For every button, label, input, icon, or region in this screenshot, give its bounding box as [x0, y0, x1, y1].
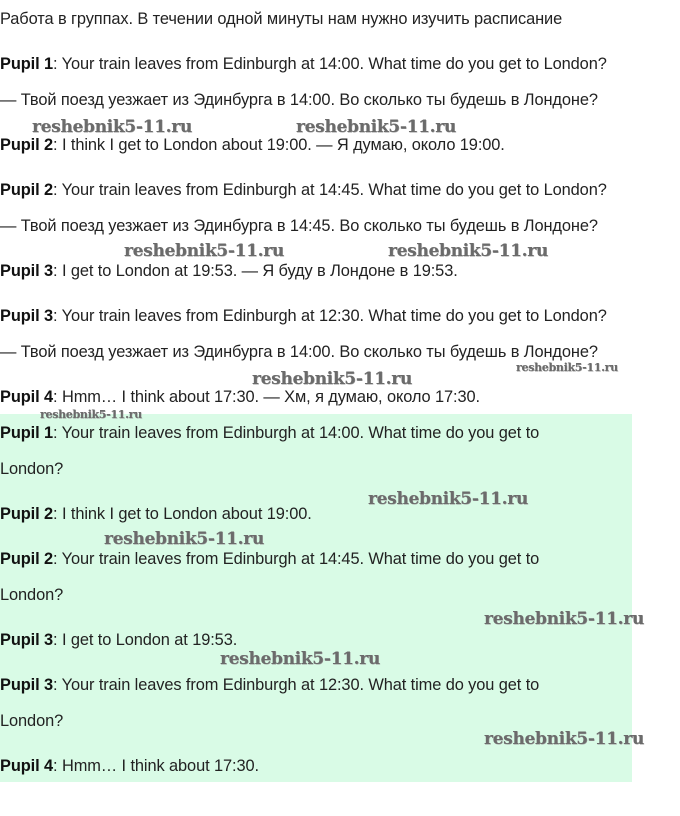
- answer-line-9: [0, 756, 259, 776]
- answer-highlight-box: [0, 414, 632, 782]
- speaker-label: Pupil 1: [0, 424, 54, 442]
- dialogue-text: : Your train leaves from Edinburgh at 14:00. What time do you get to: [53, 424, 540, 442]
- watermark: reshebnik5-11.ru: [484, 609, 644, 629]
- speaker-label: Pupil 2: [0, 505, 54, 523]
- dialogue-line-6: [0, 261, 458, 281]
- watermark: reshebnik5-11.ru: [32, 117, 192, 137]
- speaker-label: Pupil 3: [0, 676, 54, 694]
- answer-line-6: [0, 630, 237, 650]
- dialogue-line-8: [0, 342, 598, 362]
- dialogue-text: London?: [0, 460, 64, 478]
- answer-line-5: [0, 585, 63, 605]
- speaker-label: Pupil 2: [0, 550, 54, 568]
- watermark: reshebnik5-11.ru: [516, 361, 618, 374]
- dialogue-text: : I think I get to London about 19:00.: [53, 505, 312, 523]
- dialogue-text: : Your train leaves from Edinburgh at 12:30. What time do you get to: [53, 676, 540, 694]
- answer-line-8: [0, 711, 63, 731]
- dialogue-line-2: [0, 90, 598, 110]
- watermark: reshebnik5-11.ru: [220, 649, 380, 669]
- speaker-label: Pupil 3: [0, 307, 54, 325]
- dialogue-text: : I get to London at 19:53. — Я буду в Лондоне в 19:53.: [53, 262, 458, 280]
- watermark: reshebnik5-11.ru: [296, 117, 456, 137]
- dialogue-text: : Your train leaves from Edinburgh at 14:00. What time do you get to London?: [53, 55, 607, 73]
- speaker-label: Pupil 3: [0, 631, 54, 649]
- watermark: reshebnik5-11.ru: [388, 241, 548, 261]
- dialogue-text: : Hmm… I think about 17:30. — Хм, я думаю, около 17:30.: [53, 388, 480, 406]
- speaker-label: Pupil 1: [0, 55, 54, 73]
- answer-line-4: [0, 549, 539, 569]
- speaker-label: Pupil 2: [0, 136, 54, 154]
- watermark: reshebnik5-11.ru: [484, 729, 644, 749]
- answer-line-1: [0, 423, 539, 443]
- dialogue-text: : Your train leaves from Edinburgh at 12:30. What time do you get to London?: [53, 307, 607, 325]
- answer-line-7: [0, 675, 539, 695]
- dialogue-text: — Твой поезд уезжает из Эдинбурга в 14:00. Во сколько ты будешь в Лондоне?: [0, 343, 598, 361]
- dialogue-text: : Hmm… I think about 17:30.: [53, 757, 259, 775]
- dialogue-text: : Your train leaves from Edinburgh at 14:45. What time do you get to: [53, 550, 540, 568]
- dialogue-text: — Твой поезд уезжает из Эдинбурга в 14:45. Во сколько ты будешь в Лондоне?: [0, 217, 598, 235]
- dialogue-line-1: [0, 54, 607, 74]
- watermark: reshebnik5-11.ru: [124, 241, 284, 261]
- watermark: reshebnik5-11.ru: [104, 529, 264, 549]
- dialogue-line-7: [0, 306, 607, 326]
- answer-line-2: [0, 459, 63, 479]
- dialogue-line-9: [0, 387, 480, 407]
- speaker-label: Pupil 4: [0, 757, 54, 775]
- answer-line-3: [0, 504, 312, 524]
- dialogue-text: : Your train leaves from Edinburgh at 14:45. What time do you get to London?: [53, 181, 607, 199]
- dialogue-line-5: [0, 216, 598, 236]
- dialogue-text: London?: [0, 712, 64, 730]
- speaker-label: Pupil 4: [0, 388, 54, 406]
- dialogue-text: : I get to London at 19:53.: [53, 631, 238, 649]
- dialogue-text: London?: [0, 586, 64, 604]
- dialogue-text: : I think I get to London about 19:00. — Я думаю, около 19:00.: [53, 136, 505, 154]
- intro-text: Работа в группах. В течении одной минуты нам нужно изучить расписание: [0, 10, 563, 28]
- dialogue-line-4: [0, 180, 607, 200]
- speaker-label: Pupil 2: [0, 181, 54, 199]
- dialogue-text: — Твой поезд уезжает из Эдинбурга в 14:00. Во сколько ты будешь в Лондоне?: [0, 91, 598, 109]
- watermark: reshebnik5-11.ru: [368, 489, 528, 509]
- watermark: reshebnik5-11.ru: [252, 369, 412, 389]
- watermark: reshebnik5-11.ru: [40, 408, 142, 421]
- speaker-label: Pupil 3: [0, 262, 54, 280]
- dialogue-line-3: [0, 135, 505, 155]
